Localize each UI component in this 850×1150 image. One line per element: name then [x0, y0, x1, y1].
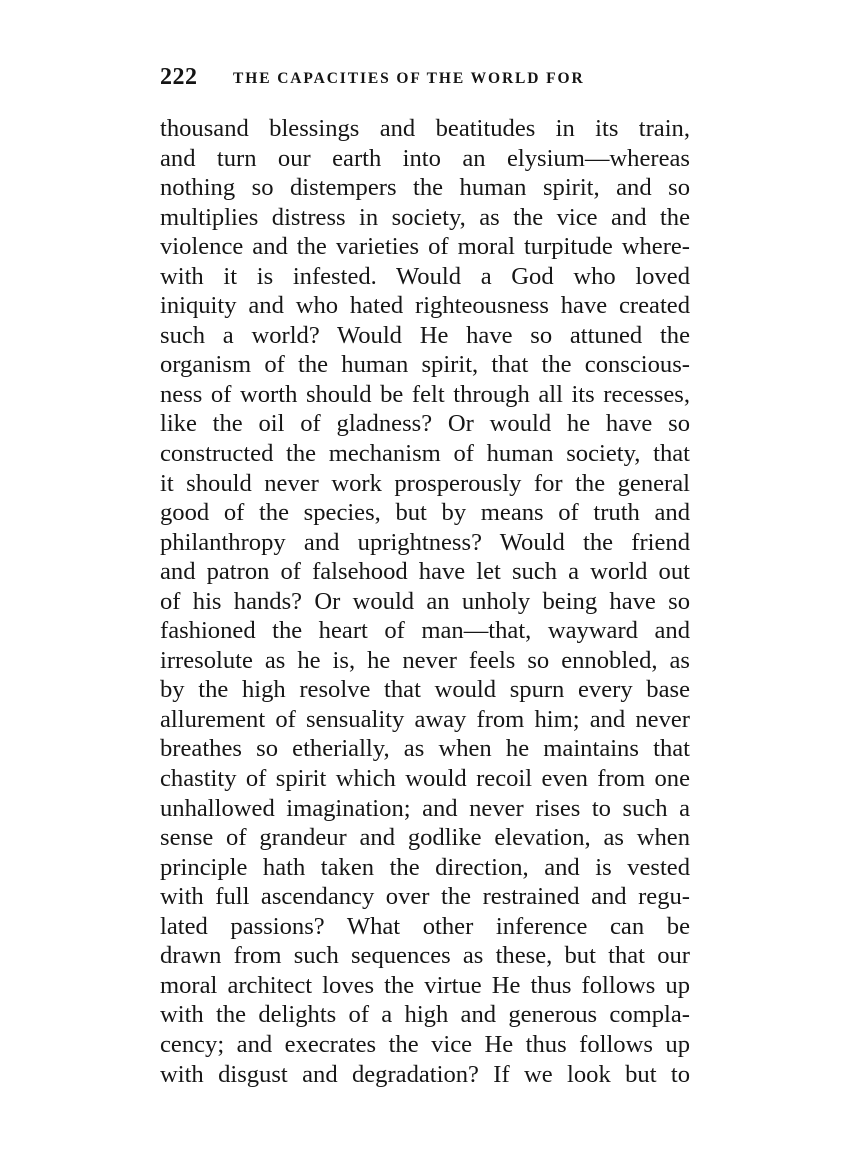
text-line: irresolute as he is, he never feels so ennobled, as: [160, 646, 690, 674]
text-line: philanthropy and uprightness? Would the friend: [160, 528, 690, 556]
text-line: drawn from such sequences as these, but that our: [160, 942, 690, 970]
running-title: THE CAPACITIES OF THE WORLD FOR: [233, 70, 585, 87]
text-line: principle hath taken the direction, and is vested: [160, 853, 690, 881]
text-line: chastity of spirit which would recoil even from one: [160, 765, 690, 793]
body-text: [160, 114, 690, 1089]
running-head: [160, 64, 690, 92]
text-line: organism of the human spirit, that the conscious-: [160, 351, 690, 379]
text-line: lated passions? What other inference can be: [160, 912, 690, 940]
text-line: with disgust and degradation? If we look but to: [160, 1060, 690, 1088]
text-line: moral architect loves the virtue He thus follows up: [160, 971, 690, 999]
text-line: with full ascendancy over the restrained and regu-: [160, 883, 690, 911]
text-line: constructed the mechanism of human society, that: [160, 440, 690, 468]
text-line: ness of worth should be felt through all its recesses,: [160, 380, 690, 408]
text-line: it should never work prosperously for the general: [160, 469, 690, 497]
text-line: thousand blessings and beatitudes in its train,: [160, 115, 690, 142]
text-line: iniquity and who hated righteousness have created: [160, 292, 690, 320]
text-line: violence and the varieties of moral turpitude where-: [160, 233, 690, 261]
text-line: good of the species, but by means of truth and: [160, 499, 690, 527]
text-line: allurement of sensuality away from him; and never: [160, 705, 690, 733]
text-line: fashioned the heart of man—that, wayward and: [160, 617, 690, 645]
text-line: sense of grandeur and godlike elevation, as when: [160, 824, 690, 852]
text-line: by the high resolve that would spurn every base: [160, 676, 690, 704]
text-line: such a world? Would He have so attuned the: [160, 321, 690, 349]
text-line: with the delights of a high and generous compla-: [160, 1001, 690, 1029]
text-line: unhallowed imagination; and never rises to such a: [160, 794, 690, 822]
text-line: with it is infested. Would a God who loved: [160, 262, 690, 290]
text-line: of his hands? Or would an unholy being have so: [160, 587, 690, 615]
text-line: like the oil of gladness? Or would he have so: [160, 410, 690, 438]
page-number: 222: [160, 64, 198, 90]
text-line: breathes so etherially, as when he maintains that: [160, 735, 690, 763]
text-line: multiplies distress in society, as the vice and the: [160, 203, 690, 231]
text-line: nothing so distempers the human spirit, and so: [160, 174, 690, 202]
text-line: and patron of falsehood have let such a world out: [160, 558, 690, 586]
text-line: cency; and execrates the vice He thus follows up: [160, 1030, 690, 1058]
text-line: and turn our earth into an elysium—whereas: [160, 144, 690, 172]
